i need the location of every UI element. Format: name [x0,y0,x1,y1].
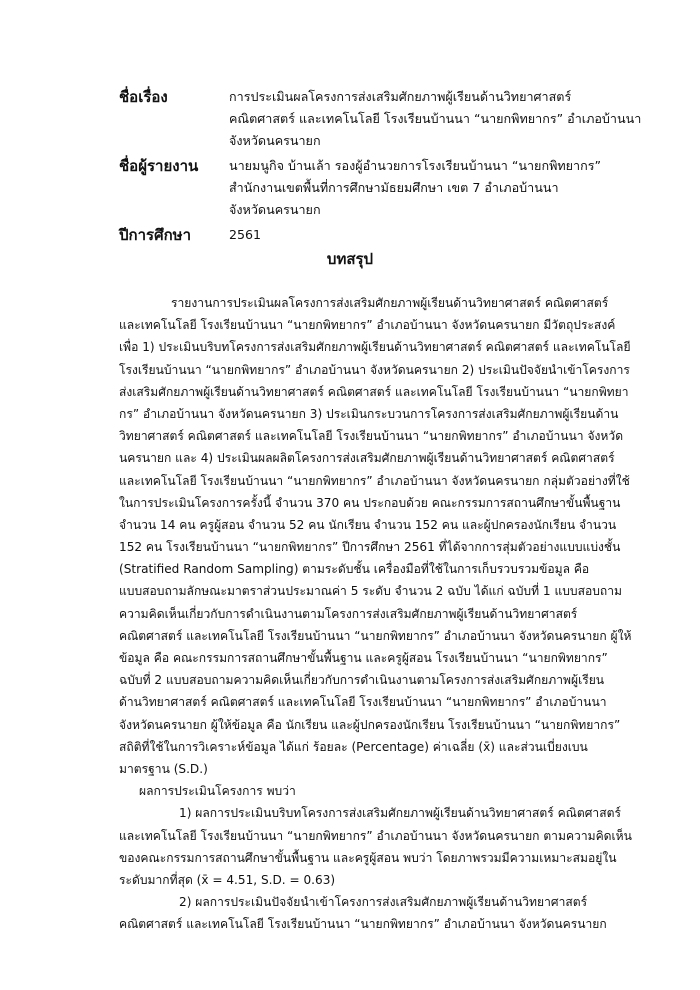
abstract-heading: บทสรุป [326,250,374,268]
reporter-line: นายมนูกิจ บ้านเล้า รองผู้อำนวยการโรงเรียนบ้านนา “นายกพิทยากร” [229,158,602,173]
paragraph-line: และเทคโนโลยี โรงเรียนบ้านนา “นายกพิทยากร” อำเภอบ้านนา จังหวัดนครนายก ตามความคิดเห็น [119,828,632,843]
year-label: ปีการศึกษา [119,226,191,244]
paragraph-line: จำนวน 14 คน ครูผู้สอน จำนวน 52 คน นักเรียน จำนวน 152 คน และผู้ปกครองนักเรียน จำนวน [119,517,617,532]
paragraph-line: และเทคโนโลยี โรงเรียนบ้านนา “นายกพิทยากร” อำเภอบ้านนา จังหวัดนครนายก กลุ่มตัวอย่างที่ใช้ [119,473,630,488]
paragraph-line: ข้อมูล คือ คณะกรรมการสถานศึกษาขั้นพื้นฐาน และครูผู้สอน โรงเรียนบ้านนา “นายกพิทยากร” [119,651,608,665]
paragraph-line: ความคิดเห็นเกี่ยวกับการดำเนินงานตามโครงการส่งเสริมศักยภาพผู้เรียนด้านวิทยาศาสตร์ [119,606,578,621]
reporter-value [229,155,639,221]
title-line: คณิตศาสตร์ และเทคโนโลยี โรงเรียนบ้านนา “นายกพิทยากร” อำเภอบ้านนา [229,111,642,126]
paragraph-line: รายงานการประเมินผลโครงการส่งเสริมศักยภาพผู้เรียนด้านวิทยาศาสตร์ คณิตศาสตร์ [171,296,609,310]
paragraph-line: ฉบับที่ 2 แบบสอบถามความคิดเห็นเกี่ยวกับการดำเนินงานตามโครงการส่งเสริมศักยภาพผู้เรียน [119,673,605,688]
reporter-line: จังหวัดนครนายก [229,202,321,217]
year-row [119,224,639,246]
paragraph-line: เพื่อ 1) ประเมินบริบทโครงการส่งเสริมศักยภาพผู้เรียนด้านวิทยาศาสตร์ คณิตศาสตร์ และเทคโนโลยี [119,340,631,355]
year-value [229,224,639,246]
paragraph-line: 1) ผลการประเมินบริบทโครงการส่งเสริมศักยภาพผู้เรียนด้านวิทยาศาสตร์ คณิตศาสตร์ [179,806,621,821]
paragraph-line: คณิตศาสตร์ และเทคโนโลยี โรงเรียนบ้านนา “นายกพิทยากร” อำเภอบ้านนา จังหวัดนครนายก [119,917,607,932]
paragraph-line: ด้านวิทยาศาสตร์ คณิตศาสตร์ และเทคโนโลยี โรงเรียนบ้านนา “นายกพิทยากร” อำเภอบ้านนา [119,695,607,710]
title-value [229,86,641,152]
paragraph-line: วิทยาศาสตร์ คณิตศาสตร์ และเทคโนโลยี โรงเรียนบ้านนา “นายกพิทยากร” อำเภอบ้านนา จังหวัด [119,429,624,444]
paragraph-line: ของคณะกรรมการสถานศึกษาขั้นพื้นฐาน และครูผู้สอน พบว่า โดยภาพรวมมีความเหมาะสมอยู่ใน [119,850,617,865]
paragraph-line: 152 คน โรงเรียนบ้านนา “นายกพิทยากร” ปีการศึกษา 2561 ที่ได้จากการสุ่มตัวอย่างแบบแบ่งชั้น [119,540,621,555]
title-label: ชื่อเรื่อง [119,88,168,106]
document-metadata [119,86,642,249]
abstract-body [119,292,632,935]
title-row [119,86,642,152]
reporter-row [119,155,639,221]
reporter-line: สำนักงานเขตพื้นที่การศึกษามัธยมศึกษา เขต 7 อำเภอบ้านนา [229,180,559,195]
paragraph-line: ส่งเสริมศักยภาพผู้เรียนด้านวิทยาศาสตร์ คณิตศาสตร์ และเทคโนโลยี โรงเรียนบ้านนา “นายกพิทยา [119,384,629,399]
paragraph-line: แบบสอบถามลักษณะมาตราส่วนประมาณค่า 5 ระดับ จำนวน 2 ฉบับ ได้แก่ ฉบับที่ 1 แบบสอบถาม [119,584,623,599]
paragraph-line: กร” อำเภอบ้านนา จังหวัดนครนายก 3) ประเมินกระบวนการโครงการส่งเสริมศักยภาพผู้เรียนด้าน [119,406,619,421]
year-text: 2561 [229,227,262,242]
title-line: การประเมินผลโครงการส่งเสริมศักยภาพผู้เรียนด้านวิทยาศาสตร์ [229,89,572,104]
paragraph-line: (Stratified Random Sampling) ตามระดับชั้น เครื่องมือที่ใช้ในการเก็บรวบรวมข้อมูล คือ [119,562,590,577]
paragraph-line: 2) ผลการประเมินปัจจัยนำเข้าโครงการส่งเสริมศักยภาพผู้เรียนด้านวิทยาศาสตร์ [179,895,588,910]
results-heading: ผลการประเมินโครงการ พบว่า [139,784,296,799]
paragraph-line: ในการประเมินโครงการครั้งนี้ จำนวน 370 คน ประกอบด้วย คณะกรรมการสถานศึกษาขั้นพื้นฐาน [119,495,621,510]
title-line: จังหวัดนครนายก [229,133,321,148]
paragraph-line: และเทคโนโลยี โรงเรียนบ้านนา “นายกพิทยากร” อำเภอบ้านนา จังหวัดนครนายก มีวัตถุประสงค์ [119,318,616,333]
paragraph-line: จังหวัดนครนายก ผู้ให้ข้อมูล คือ นักเรียน และผู้ปกครองนักเรียน โรงเรียนบ้านนา “นายกพิทยากร” [119,717,621,732]
paragraph-line: สถิติที่ใช้ในการวิเคราะห์ข้อมูล ได้แก่ ร้อยละ (Percentage) ค่าเฉลี่ย (x̄) และส่วนเบี่ยงเบน [119,739,588,754]
reporter-label: ชื่อผู้รายงาน [119,157,199,175]
paragraph-line: นครนายก และ 4) ประเมินผลผลิตโครงการส่งเสริมศักยภาพผู้เรียนด้านวิทยาศาสตร์ คณิตศาสตร์ [119,451,615,466]
paragraph-line: มาตรฐาน (S.D.) [119,761,208,776]
paragraph-line: ระดับมากที่สุด (x̄ = 4.51, S.D. = 0.63) [119,872,336,887]
paragraph-line: โรงเรียนบ้านนา “นายกพิทยากร” อำเภอบ้านนา จังหวัดนครนายก 2) ประเมินปัจจัยนำเข้าโครงการ [119,362,630,377]
paragraph-line: คณิตศาสตร์ และเทคโนโลยี โรงเรียนบ้านนา “นายกพิทยากร” อำเภอบ้านนา จังหวัดนครนายก ผู้ให้ [119,628,632,643]
